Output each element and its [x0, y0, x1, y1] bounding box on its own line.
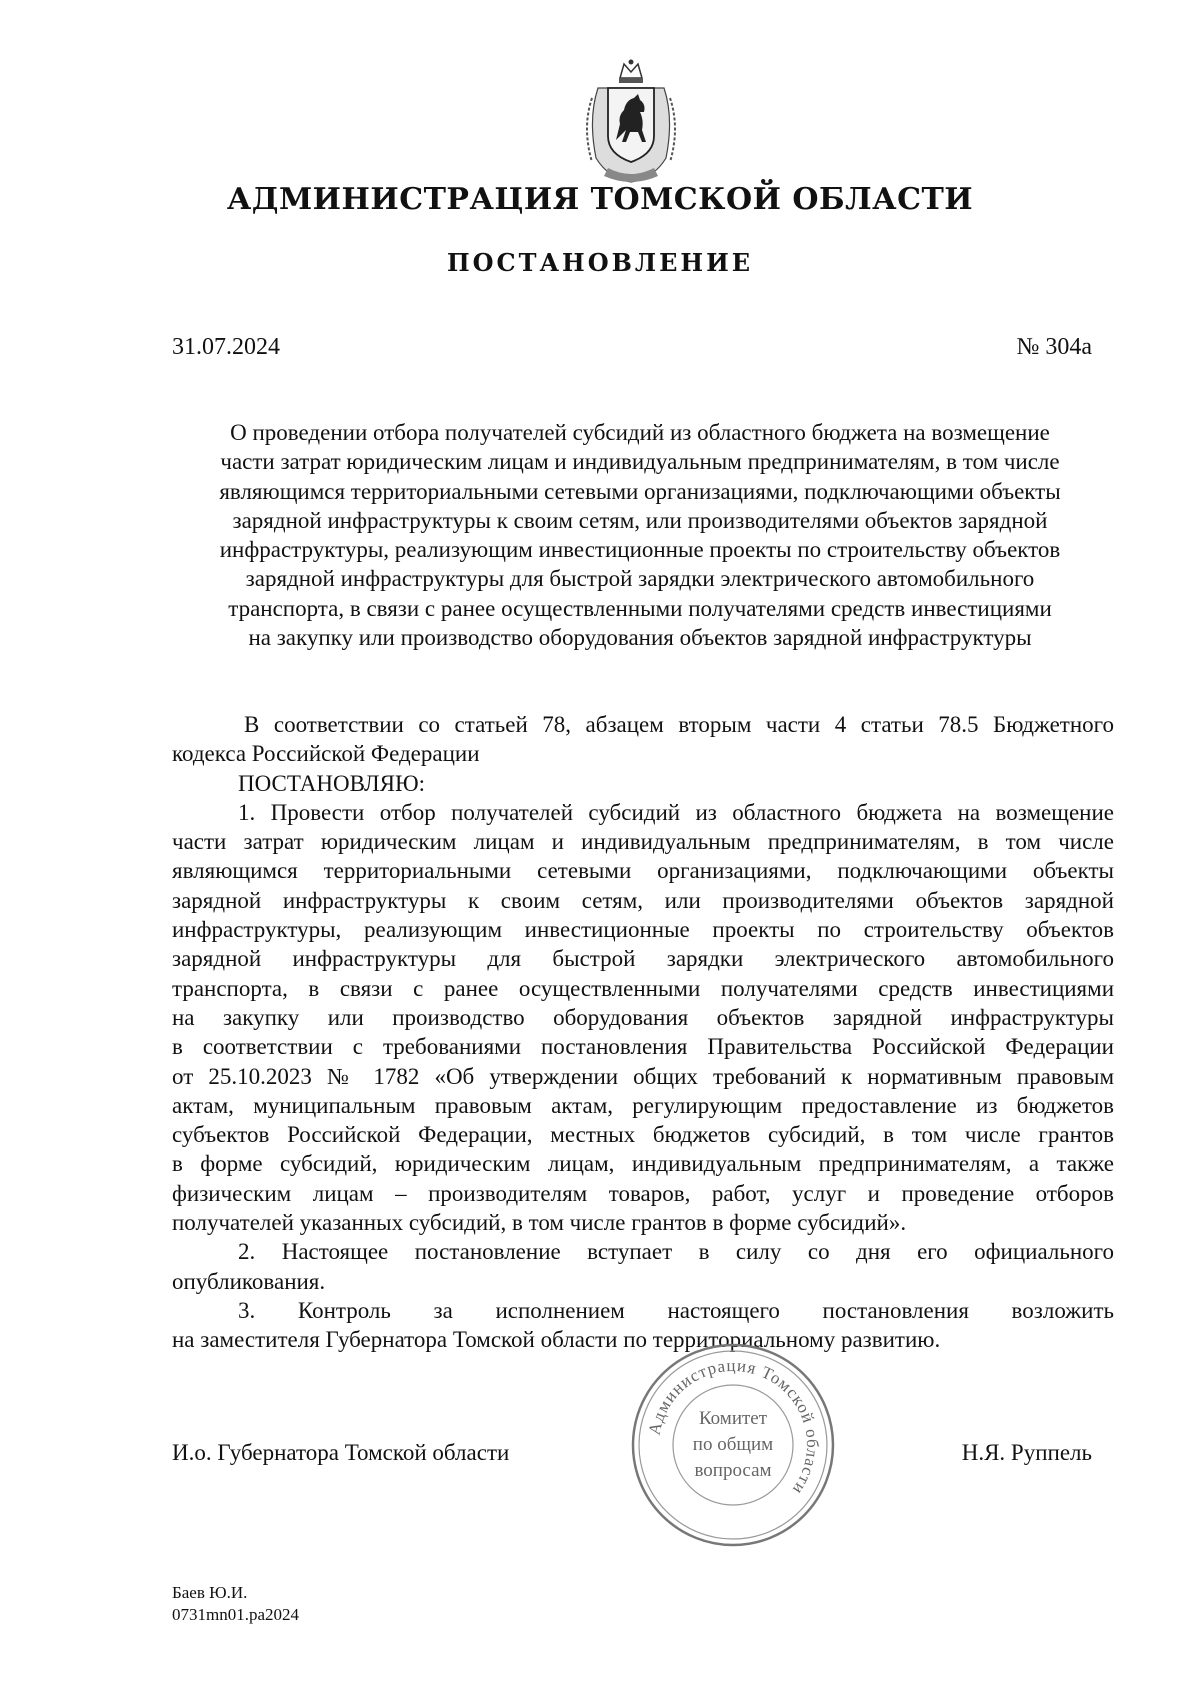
organization-title: АДМИНИСТРАЦИЯ ТОМСКОЙ ОБЛАСТИ — [226, 182, 974, 217]
item-line: в форме субсидий, юридическим лицам, индивидуальным предпринимателям, а также — [172, 1151, 1114, 1177]
item-2-paragraph — [172, 1237, 1114, 1296]
item-line: опубликования. — [172, 1268, 326, 1294]
stamp-ring-text: Администрация Томской области — [644, 1355, 823, 1499]
item-line: транспорта, в связи с ранее осуществленными получателями средств инвестициями — [172, 975, 1114, 1001]
item-line: получателей указанных субсидий, в том числе грантов в форме субсидий». — [172, 1210, 907, 1236]
subject-line: О проведении отбора получателей субсидий из областного бюджета на возмещение — [230, 420, 1050, 445]
document-type: ПОСТАНОВЛЕНИЕ — [446, 248, 754, 277]
item-line: субъектов Российской Федерации, местных бюджетов субсидий, в том числе грантов — [172, 1122, 1114, 1148]
subject-line: на закупку или производство оборудования объектов зарядной инфраструктуры — [248, 625, 1032, 651]
preamble-paragraph — [172, 710, 1114, 769]
stamp-center-line: вопросам — [694, 1460, 772, 1481]
item-line: актам, муниципальным правовым актам, регулирующим предоставление из бюджетов — [172, 1092, 1114, 1118]
footer-author: Баев Ю.И. — [172, 1583, 248, 1602]
item-line: инфраструктуры, реализующим инвестиционные проекты по строительству объектов — [172, 917, 1114, 943]
subject-line: зарядной инфраструктуры для быстрой зарядки электрического автомобильного — [245, 566, 1035, 592]
item-line: на заместителя Губернатора Томской области по территориальному развитию. — [172, 1327, 941, 1353]
decree-word: ПОСТАНОВЛЯЮ: — [238, 770, 426, 796]
item-line: 1. Провести отбор получателей субсидий из областного бюджета на возмещение — [238, 799, 1114, 825]
item-line: являющимся территориальными сетевыми организациями, подключающими объекты — [172, 858, 1114, 884]
item-line: зарядной инфраструктуры для быстрой зарядки электрического автомобильного — [172, 946, 1114, 972]
tomsk-oblast-coat-of-arms-icon — [578, 58, 684, 186]
document-body — [172, 710, 1114, 1355]
subject-line: части затрат юридическим лицам и индивидуальным предпринимателям, в том числе — [220, 449, 1060, 475]
signatory-name: Н.Я. Руппель — [961, 1440, 1092, 1465]
subject-line: зарядной инфраструктуры к своим сетям, или производителями объектов зарядной — [232, 507, 1048, 533]
stamp-center-line: по общим — [692, 1434, 774, 1455]
stamp-center-line: Комитет — [698, 1408, 768, 1429]
subject-line: транспорта, в связи с ранее осуществленными получателями средств инвестициями — [228, 595, 1052, 621]
signatory-position: И.о. Губернатора Томской области — [172, 1440, 510, 1465]
footer-file-code: 0731mn01.pa2024 — [172, 1605, 300, 1624]
item-line: части затрат юридическим лицам и индивидуальным предпринимателям, в том числе — [172, 829, 1114, 855]
item-line: от 25.10.2023 № 1782 «Об утверждении общих требований к нормативным правовым — [172, 1063, 1114, 1089]
document-footer — [172, 1582, 299, 1626]
document-number: № 304а — [1016, 334, 1092, 360]
subject-line: являющимся территориальными сетевыми организациями, подключающими объекты — [219, 478, 1061, 504]
item-line: 2. Настоящее постановление вступает в силу со дня его официального — [238, 1239, 1114, 1265]
item-line: 3. Контроль за исполнением настоящего постановления возложить — [238, 1297, 1114, 1323]
preamble-line: кодекса Российской Федерации — [172, 741, 480, 767]
official-stamp — [628, 1340, 838, 1550]
document-date: 31.07.2024 — [172, 334, 280, 360]
item-line: на закупку или производство оборудования объектов зарядной инфраструктуры — [172, 1004, 1114, 1030]
item-line: в соответствии с требованиями постановления Правительства Российской Федерации — [172, 1034, 1114, 1060]
subject-line: инфраструктуры, реализующим инвестиционные проекты по строительству объектов — [219, 537, 1061, 563]
document-subject — [170, 418, 1110, 652]
item-1-paragraph — [172, 798, 1114, 1237]
item-line: физическим лицам – производителям товаров, работ, услуг и проведение отборов — [172, 1180, 1114, 1206]
preamble-line: В соответствии со статьей 78, абзацем вторым части 4 статьи 78.5 Бюджетного — [244, 712, 1114, 737]
item-line: зарядной инфраструктуры к своим сетям, или производителями объектов зарядной — [172, 887, 1114, 913]
